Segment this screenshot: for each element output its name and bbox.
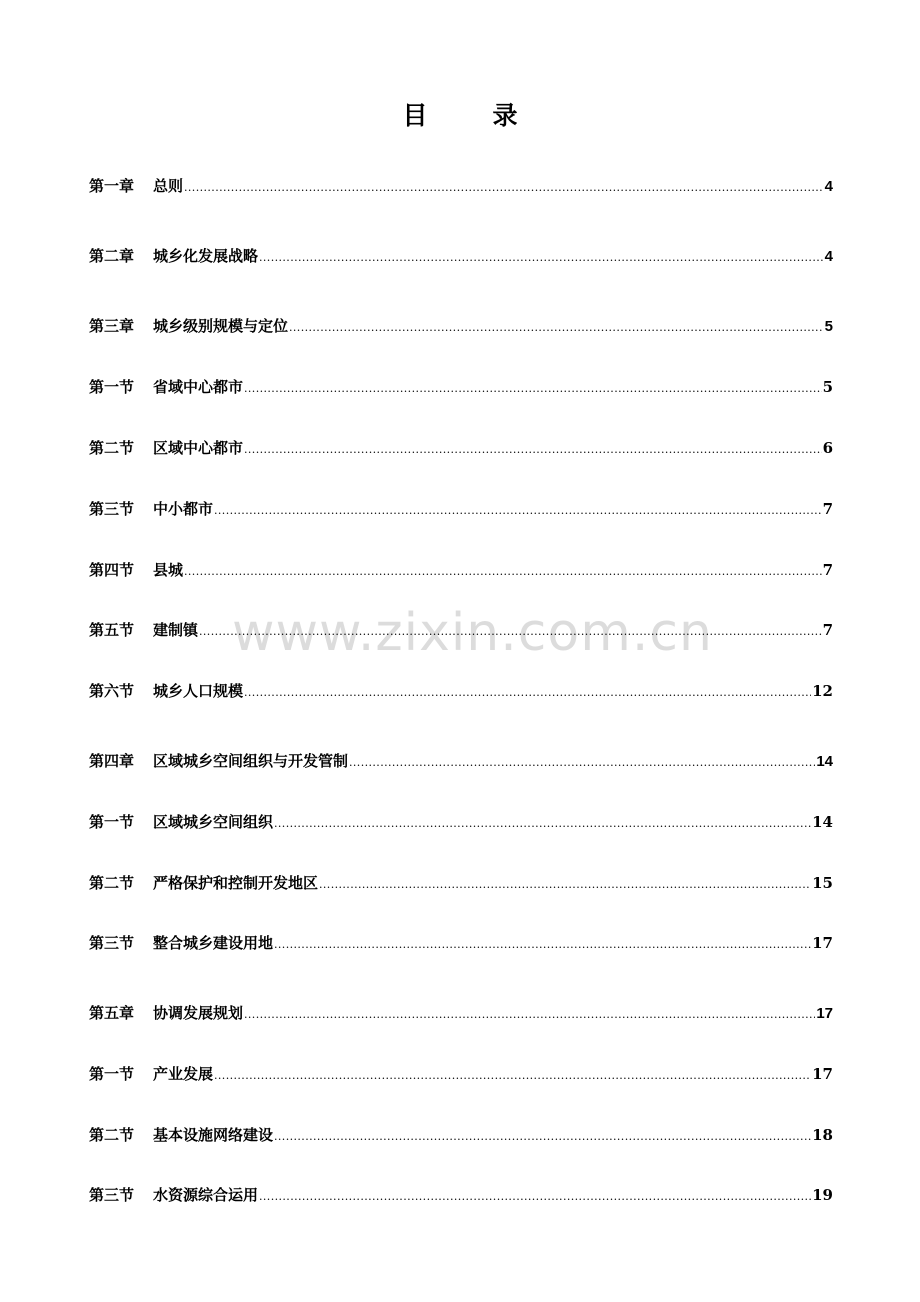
toc-entry[interactable] (89, 872, 833, 894)
toc-text: 省域中心都市 (153, 378, 244, 396)
toc-page: 18 (812, 1126, 833, 1144)
toc-number: 第二节 (89, 439, 135, 457)
toc-entry[interactable] (89, 1002, 833, 1024)
toc-number: 第四节 (89, 561, 135, 579)
toc-page: 7 (822, 621, 833, 639)
toc-page: 5 (822, 378, 833, 396)
toc-number: 第三章 (89, 317, 135, 335)
toc-number: 第五节 (89, 621, 135, 639)
toc-leader (214, 504, 822, 517)
toc-entry[interactable] (89, 811, 833, 833)
toc-page: 6 (822, 439, 833, 457)
toc-leader (274, 938, 811, 951)
toc-leader (319, 878, 811, 891)
toc-number: 第三节 (89, 1186, 135, 1204)
toc-entry[interactable] (89, 437, 833, 459)
toc-entry[interactable] (89, 376, 833, 398)
toc-page: 14 (812, 813, 833, 831)
toc-page: 15 (812, 874, 833, 892)
toc-text: 产业发展 (153, 1065, 214, 1083)
toc-entry[interactable] (89, 245, 833, 267)
toc-entry[interactable] (89, 680, 833, 702)
toc-leader (214, 1069, 811, 1082)
toc-page: 4 (824, 248, 833, 265)
toc-leader (274, 817, 811, 830)
toc-leader (289, 321, 824, 334)
toc-text: 总则 (153, 177, 184, 195)
toc-page: 4 (824, 178, 833, 195)
toc-number: 第一节 (89, 1065, 135, 1083)
toc-text: 基本设施网络建设 (153, 1126, 274, 1144)
toc-number: 第三节 (89, 934, 135, 952)
toc-page: 7 (822, 561, 833, 579)
toc-text: 城乡人口规模 (153, 682, 244, 700)
toc-page: 12 (812, 682, 833, 700)
page-title: 目 录 (402, 101, 538, 130)
toc-page: 19 (812, 1186, 833, 1204)
toc-text: 区域中心都市 (153, 439, 244, 457)
toc-entry[interactable] (89, 1063, 833, 1085)
toc-number: 第二节 (89, 874, 135, 892)
toc-text: 中小都市 (153, 500, 214, 518)
toc-leader (259, 251, 824, 264)
toc-number: 第二节 (89, 1126, 135, 1144)
toc-page: 14 (816, 753, 833, 770)
toc-entry[interactable] (89, 315, 833, 337)
toc-page: 17 (812, 934, 833, 952)
toc-number: 第三节 (89, 500, 135, 518)
toc-text: 城乡级别规模与定位 (153, 317, 289, 335)
watermark: www.zixin.com.cn (232, 603, 713, 663)
toc-number: 第六节 (89, 682, 135, 700)
toc-number: 第五章 (89, 1004, 135, 1022)
toc-entry[interactable] (89, 1184, 833, 1206)
toc-entry[interactable] (89, 932, 833, 954)
toc-text: 建制镇 (153, 621, 199, 639)
toc-text: 水资源综合运用 (153, 1186, 259, 1204)
toc-entry[interactable] (89, 750, 833, 772)
toc-page: 17 (816, 1005, 833, 1022)
toc-leader (184, 565, 822, 578)
toc-page: 5 (824, 318, 833, 335)
toc-leader (244, 686, 811, 699)
toc-entry[interactable] (89, 498, 833, 520)
toc-entry[interactable] (89, 175, 833, 197)
toc-entry[interactable] (89, 619, 833, 641)
toc-number: 第二章 (89, 247, 135, 265)
toc-number: 第一节 (89, 378, 135, 396)
toc-text: 整合城乡建设用地 (153, 934, 274, 952)
toc-number: 第一章 (89, 177, 135, 195)
toc-leader (244, 443, 822, 456)
toc-number: 第一节 (89, 813, 135, 831)
toc-text: 区域城乡空间组织与开发管制 (153, 752, 349, 770)
toc-text: 严格保护和控制开发地区 (153, 874, 319, 892)
toc-leader (259, 1190, 811, 1203)
toc-entry[interactable] (89, 559, 833, 581)
toc-leader (349, 756, 815, 769)
toc-text: 城乡化发展战略 (153, 247, 259, 265)
toc-leader (274, 1130, 811, 1143)
toc-leader (244, 382, 822, 395)
toc-entry[interactable] (89, 1124, 833, 1146)
toc-leader (199, 625, 822, 638)
toc-text: 协调发展规划 (153, 1004, 244, 1022)
toc-page: 7 (822, 500, 833, 518)
toc-text: 区域城乡空间组织 (153, 813, 274, 831)
toc-leader (184, 181, 824, 194)
toc-number: 第四章 (89, 752, 135, 770)
toc-leader (244, 1008, 815, 1021)
toc-page: 17 (812, 1065, 833, 1083)
toc-text: 县城 (153, 561, 184, 579)
